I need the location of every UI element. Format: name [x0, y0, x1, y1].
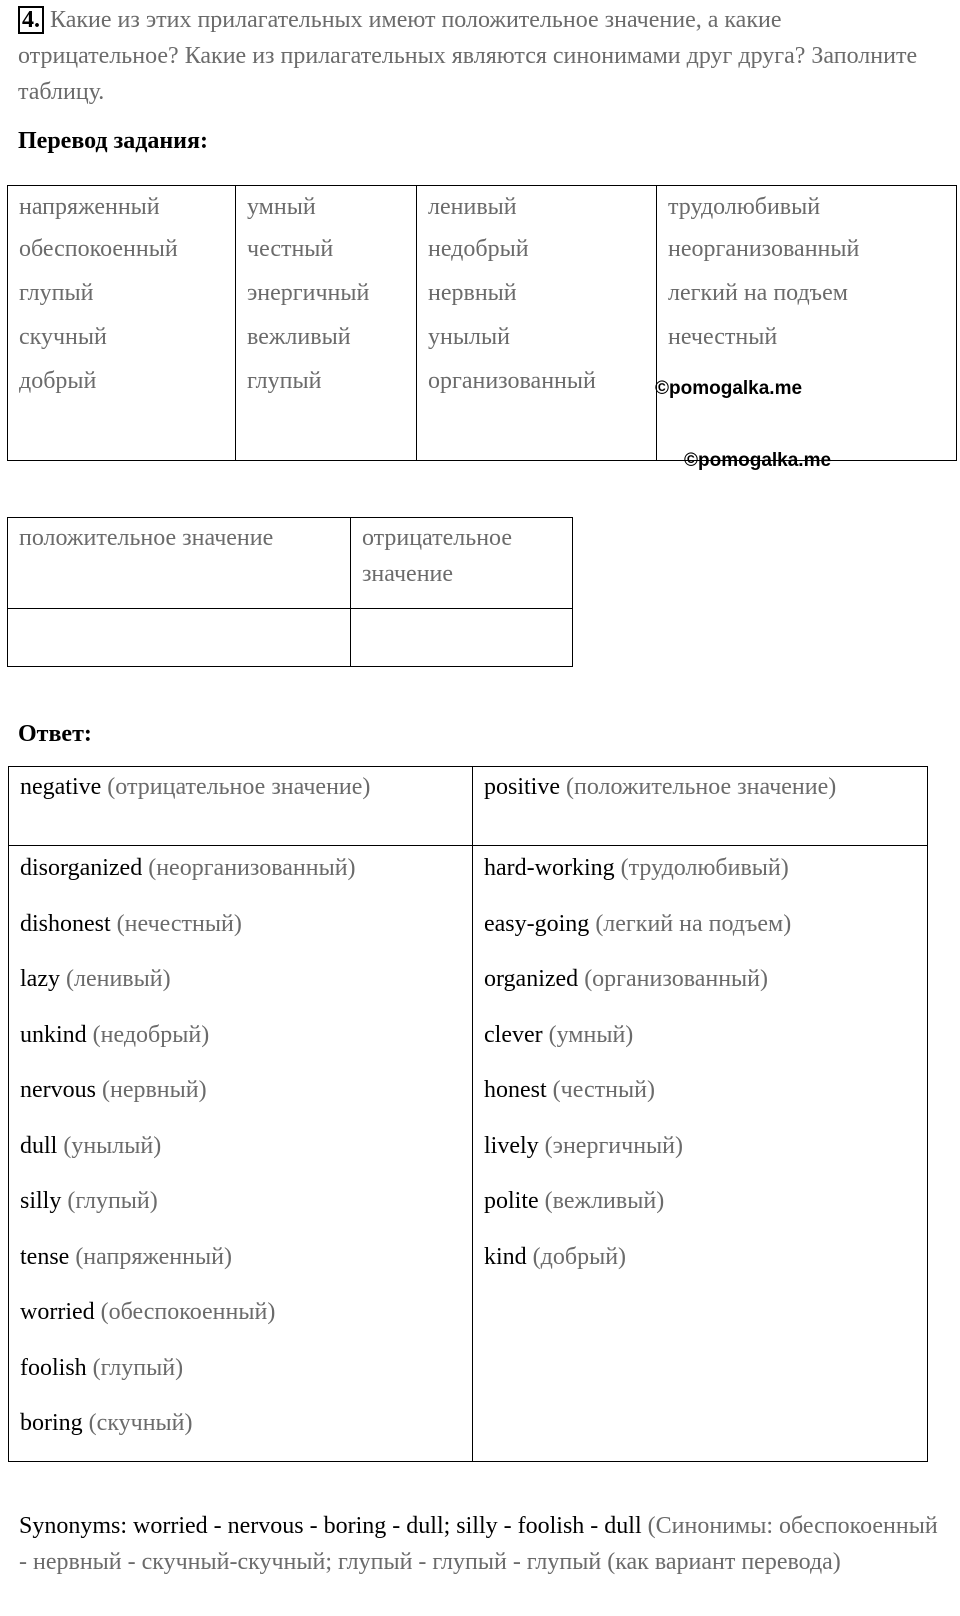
positive-adjective: honest (честный)	[484, 1077, 655, 1103]
fill-table	[7, 517, 573, 667]
negative-adjective: tense (напряженный)	[20, 1243, 232, 1270]
words-column	[657, 186, 957, 461]
task-number: 4.	[18, 6, 44, 34]
words-column	[8, 186, 236, 461]
negative-list-cell	[9, 846, 473, 1462]
negative-adjective: foolish (глупый)	[20, 1354, 184, 1381]
negative-adjective: dishonest (нечестный)	[20, 910, 242, 937]
positive-adjective: polite (вежливый)	[484, 1188, 665, 1214]
word-item: ленивый	[428, 194, 517, 220]
word-item: честный	[247, 236, 334, 262]
translation-heading: Перевод задания:	[18, 128, 208, 154]
negative-adjective: unkind (недобрый)	[20, 1021, 210, 1048]
positive-list-cell	[473, 846, 928, 1462]
word-item: добрый	[19, 368, 97, 394]
words-column	[417, 186, 657, 461]
positive-header-cell: положительное значение	[8, 518, 351, 609]
positive-adjective: hard-working (трудолюбивый)	[484, 855, 789, 881]
word-item: энергичный	[247, 280, 370, 306]
negative-adjective: lazy (ленивый)	[20, 966, 171, 992]
task-text	[18, 2, 938, 110]
word-item: трудолюбивый	[668, 194, 821, 220]
negative-adjective: boring (скучный)	[20, 1410, 193, 1436]
empty-cell	[350, 609, 572, 667]
watermark: ©pomogalka.me	[684, 450, 832, 471]
negative-header: negative (отрицательное значение)	[9, 767, 473, 846]
answer-table	[8, 766, 928, 1462]
negative-adjective: worried (обеспокоенный)	[20, 1299, 276, 1325]
positive-adjective: kind (добрый)	[484, 1243, 627, 1270]
empty-cell	[8, 609, 351, 667]
synonyms-ru: (Синонимы: обеспокоенный - нервный - скучный-скучный; глупый - глупый - глупый (как вариант перевода)	[19, 1513, 938, 1575]
word-item: неорганизованный	[668, 236, 860, 262]
synonyms-en: Synonyms: worried - nervous - boring - dull; silly - foolish - dull	[19, 1513, 642, 1539]
negative-adjective: silly (глупый)	[20, 1188, 158, 1214]
word-item: нервный	[428, 280, 517, 306]
word-item: вежливый	[247, 324, 351, 350]
word-item: организованный	[428, 368, 596, 394]
positive-adjective: easy-going (легкий на подъем)	[484, 910, 792, 937]
positive-adjective: organized (организованный)	[484, 966, 769, 992]
words-column	[236, 186, 417, 461]
word-item: напряженный	[19, 194, 160, 220]
synonyms-note	[19, 1508, 939, 1580]
watermark: ©pomogalka.me	[655, 378, 803, 399]
negative-adjective: nervous (нервный)	[20, 1077, 207, 1103]
positive-adjective: lively (энергичный)	[484, 1132, 684, 1159]
negative-header-cell: отрицательное значение	[350, 518, 572, 609]
answer-heading: Ответ:	[18, 721, 92, 747]
word-item: недобрый	[428, 236, 529, 262]
word-item: умный	[247, 194, 316, 220]
word-item: обеспокоенный	[19, 236, 178, 262]
word-item: легкий на подъем	[668, 280, 848, 306]
words-table	[7, 185, 957, 461]
word-item: унылый	[428, 324, 510, 350]
task-question: Какие из этих прилагательных имеют положительное значение, а какие отрицательное? Какие из прилагательных являются синонимами друг друга? Заполните таблицу.	[18, 7, 918, 105]
word-item: глупый	[247, 368, 322, 394]
positive-header: positive (положительное значение)	[473, 767, 928, 846]
positive-adjective: clever (умный)	[484, 1021, 634, 1048]
negative-adjective: disorganized (неорганизованный)	[20, 855, 356, 881]
negative-adjective: dull (унылый)	[20, 1132, 162, 1159]
word-item: нечестный	[668, 324, 778, 350]
word-item: глупый	[19, 280, 94, 306]
word-item: скучный	[19, 324, 107, 350]
